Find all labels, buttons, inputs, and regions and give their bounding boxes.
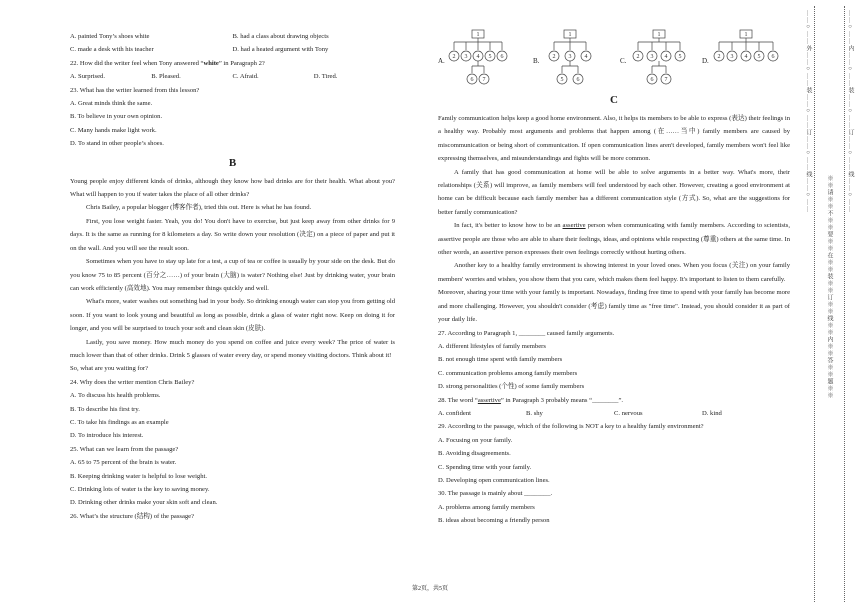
q28-option-a[interactable]: A. confident: [438, 409, 471, 417]
svg-text:7: 7: [664, 77, 668, 83]
tree-diagram-d: [713, 28, 779, 90]
svg-text:2: 2: [636, 54, 640, 60]
passage-c-paragraph-2: A family that has good communication at home will be able to solve arguments in a better way. What's more, their relationships (关系) will improve, as family members will feel understood by each other. However, creating a good environment at home can be difficult because each family member has a different communication style (方式). So, what are the suggestions for better family communication?: [438, 168, 790, 216]
passage-b-paragraph-4: Sometimes when you have to stay up late for a test, a cup of tea or coffee is usually by your side on the desk. But do you know 75 to 85 percent (百分之……) of your brain (大脑) is water? Nothing else! Just by drinking water, your brain can work efficiently (高效地). You may remember things quickly and well.: [70, 258, 395, 292]
tree-label-a[interactable]: A.: [438, 57, 445, 65]
tree-diagram-c: [630, 28, 688, 90]
q29-question: 29. According to the passage, which of the following is NOT a key to a healthy family environment?: [438, 423, 704, 431]
svg-text:5: 5: [678, 54, 682, 60]
q27-question: 27. According to Paragraph 1, ________ caused family arguments.: [438, 329, 615, 337]
svg-text:6: 6: [576, 77, 580, 83]
passage-b-paragraph-2: Chris Bailey, a popular blogger (博客作者), tried this out. Here is what he has found.: [86, 204, 312, 212]
svg-text:1: 1: [476, 32, 480, 38]
svg-text:4: 4: [744, 54, 748, 60]
svg-text:3: 3: [464, 54, 468, 60]
binding-margin: [800, 0, 860, 608]
q22-options: [70, 70, 395, 83]
q25-option-d[interactable]: D. Drinking other drinks make your skin soft and clean.: [70, 499, 218, 507]
page-number-footer: 第2页，共5页: [411, 586, 448, 592]
svg-text:2: 2: [717, 54, 721, 60]
q22-option-b[interactable]: B. Pleased.: [151, 73, 181, 81]
svg-text:5: 5: [488, 54, 492, 60]
q21-option-a[interactable]: A. painted Tony’s shoes white: [70, 33, 150, 40]
svg-text:4: 4: [476, 54, 480, 60]
svg-text:6: 6: [500, 54, 504, 60]
passage-b-paragraph-3: First, you lose weight faster. Yeah, you do! You don't have to exercise, but just keep away from other drinks for 9 days. It is the same as running for 8 kilometers a day. So write down your resolution (决定) on a piece of paper and put it on the wall. And you will see the result soon.: [70, 217, 395, 252]
q27-option-a[interactable]: A. different lifestyles of family members: [438, 342, 546, 350]
q22-question: 22. How did the writer feel when Tony answered “white” in Paragraph 2?: [70, 59, 265, 67]
q21-options-row2: [70, 43, 395, 56]
svg-text:2: 2: [452, 54, 456, 60]
passage-c-paragraph-3: In fact, it's better to know how to be an assertive person when communicating with family members. According to scientists, assertive people are those who are able to share their feelings, ideas, and opinions while respecting (尊重) others at the same time. In other words, an assertive person expresses their own feelings correctly without hurting others.: [438, 222, 790, 257]
q30-question: 30. The passage is mainly about ________.: [438, 490, 553, 498]
q24-option-a[interactable]: A. To discuss his health problems.: [70, 392, 161, 400]
q24-question: 24. Why does the writer mention Chris Bailey?: [70, 378, 195, 386]
q29-option-d[interactable]: D. Developing open communication lines.: [438, 476, 550, 484]
right-column: [438, 92, 790, 528]
q29-option-b[interactable]: B. Avoiding disagreements.: [438, 450, 511, 458]
q22-option-c[interactable]: C. Afraid.: [232, 73, 259, 81]
q26-question: 26. What’s the structure (结构) of the passage?: [70, 512, 195, 520]
q25-question: 25. What can we learn from the passage?: [70, 445, 179, 453]
q21-option-b[interactable]: B. had a class about drawing objects: [232, 33, 329, 40]
q21-option-d[interactable]: D. had a heated argument with Tony: [232, 46, 329, 54]
passage-c-paragraph-5: Moreover, sharing your time with your family is important. Nowadays, finding free time to spend with your family has become more and more challenging. However, you shouldn't consider (考虑) family time as "free time". Instead, you should consider it as part of your daily life.: [438, 289, 790, 324]
q25-option-a[interactable]: A. 65 to 75 percent of the brain is water.: [70, 459, 177, 467]
q23-option-d[interactable]: D. To stand in other people’s shoes.: [70, 140, 164, 148]
q28-question: 28. The word “assertive” in Paragraph 3 probably means “________”.: [438, 396, 624, 404]
structure-diagrams: [438, 28, 790, 90]
q28-option-b[interactable]: B. shy: [526, 409, 543, 417]
passage-c-paragraph-4: Another key to a healthy family environment is showing interest in your loved ones. When you focus (关注) on your family members' worries and wishes, you show them that you care, which makes them feel happy. It's important to listen to them carefully.: [438, 262, 790, 283]
svg-text:3: 3: [568, 54, 572, 60]
q25-option-b[interactable]: B. Keeping drinking water is helpful to lose weight.: [70, 472, 207, 480]
svg-text:5: 5: [560, 77, 564, 83]
binding-text-outer: ……○……外……○……装……○……订……○……线……○……: [805, 10, 811, 213]
tree-diagram-b: [544, 28, 596, 90]
q24-option-c[interactable]: C. To take his findings as an example: [70, 418, 169, 426]
q23-option-c[interactable]: C. Many hands make light work.: [70, 126, 157, 134]
passage-b-paragraph-5: What's more, water washes out something bad in your body. So drinking enough water can stop you from getting old soon. If you want to look young and beautiful as long as possible, drink a glass of water right now. Keep on doing it for longer, and you will be surprised to touch your soft and clean skin (皮肤).: [70, 298, 395, 333]
svg-text:5: 5: [757, 54, 761, 60]
q22-option-d[interactable]: D. Tired.: [313, 73, 338, 81]
q21-options-row1: [70, 30, 395, 43]
q27-option-d[interactable]: D. strong personalities (个性) of some family members: [438, 383, 585, 391]
tree-label-d[interactable]: D.: [702, 57, 709, 65]
q23-option-a[interactable]: A. Great minds think the same.: [70, 100, 153, 108]
binding-line-outer: [814, 6, 815, 602]
q23-question: 23. What has the writer learned from this lesson?: [70, 86, 200, 94]
q30-option-b[interactable]: B. ideas about becoming a friendly person: [438, 517, 550, 525]
tree-label-b[interactable]: B.: [533, 57, 540, 65]
svg-text:1: 1: [744, 32, 748, 38]
svg-text:4: 4: [584, 54, 588, 60]
q29-option-a[interactable]: A. Focusing on your family.: [438, 436, 513, 444]
q27-option-b[interactable]: B. not enough time spent with family members: [438, 356, 563, 364]
svg-text:3: 3: [730, 54, 734, 60]
svg-text:4: 4: [664, 54, 668, 60]
assertive-underlined-word: assertive: [562, 222, 586, 230]
q28-underlined-word: assertive: [477, 396, 501, 404]
section-c-title: C: [610, 94, 618, 106]
binding-line-inner: [844, 6, 845, 602]
svg-text:3: 3: [650, 54, 654, 60]
svg-text:6: 6: [470, 77, 474, 83]
binding-notice: ※※请※※不※※要※※在※※装※※订※※线※※内※※答※※题※※: [826, 175, 832, 399]
svg-text:1: 1: [568, 32, 572, 38]
q28-option-d[interactable]: D. kind: [702, 409, 722, 417]
svg-text:7: 7: [482, 77, 486, 83]
passage-b-paragraph-6: Lastly, you save money. How much money do you spend on coffee and juice every week? The price of water is much lower than that of other drinks. Drink 5 glasses of water every day, or spend money visiting doctors. Think about it!: [70, 338, 395, 359]
q30-option-a[interactable]: A. problems among family members: [438, 503, 535, 511]
section-b-title: B: [228, 156, 237, 169]
q23-option-b[interactable]: B. To believe in your own opinion.: [70, 113, 163, 121]
q24-option-b[interactable]: B. To describe his first try.: [70, 405, 140, 413]
passage-b-paragraph-7: So, what are you waiting for?: [70, 365, 149, 373]
q28-option-c[interactable]: C. nervous: [614, 409, 643, 417]
q28-options: [438, 407, 790, 420]
passage-b-paragraph-1: Young people enjoy different kinds of drinks, although they know how bad drinks are for their health. What about you? What will happen to you if water takes the place of all other drinks?: [70, 177, 395, 199]
tree-label-c[interactable]: C.: [620, 57, 627, 65]
passage-c-paragraph-1: Family communication helps keep a good home environment. Also, it helps its members to be able to express (表达) their feelings in a healthy way. Probably most arguments and problems that happen among (在……当中) family members are caused by miscommunication or being short of communication. If open communication lines aren't developed, family members won't feel like expressing themselves, and misunderstandings and fights will be more common.: [438, 115, 790, 163]
q22-option-a[interactable]: A. Surprised.: [70, 73, 105, 81]
left-column: [70, 30, 395, 523]
q29-option-c[interactable]: C. Spending time with your family.: [438, 463, 532, 471]
svg-text:6: 6: [650, 77, 654, 83]
svg-text:2: 2: [552, 54, 556, 60]
binding-text-inner: ……○……内……○……装……○……订……○……线……○……: [847, 10, 853, 213]
tree-diagram-a: [448, 28, 510, 90]
q25-option-c[interactable]: C. Drinking lots of water is the key to saving money.: [70, 486, 210, 493]
svg-text:1: 1: [657, 32, 661, 38]
q27-option-c[interactable]: C. communication problems among family members: [438, 369, 578, 377]
q22-bold-word: white: [203, 59, 219, 67]
q21-option-c[interactable]: C. made a desk with his teacher: [70, 46, 154, 54]
svg-text:6: 6: [771, 54, 775, 60]
q24-option-d[interactable]: D. To introduce his interest.: [70, 432, 144, 440]
